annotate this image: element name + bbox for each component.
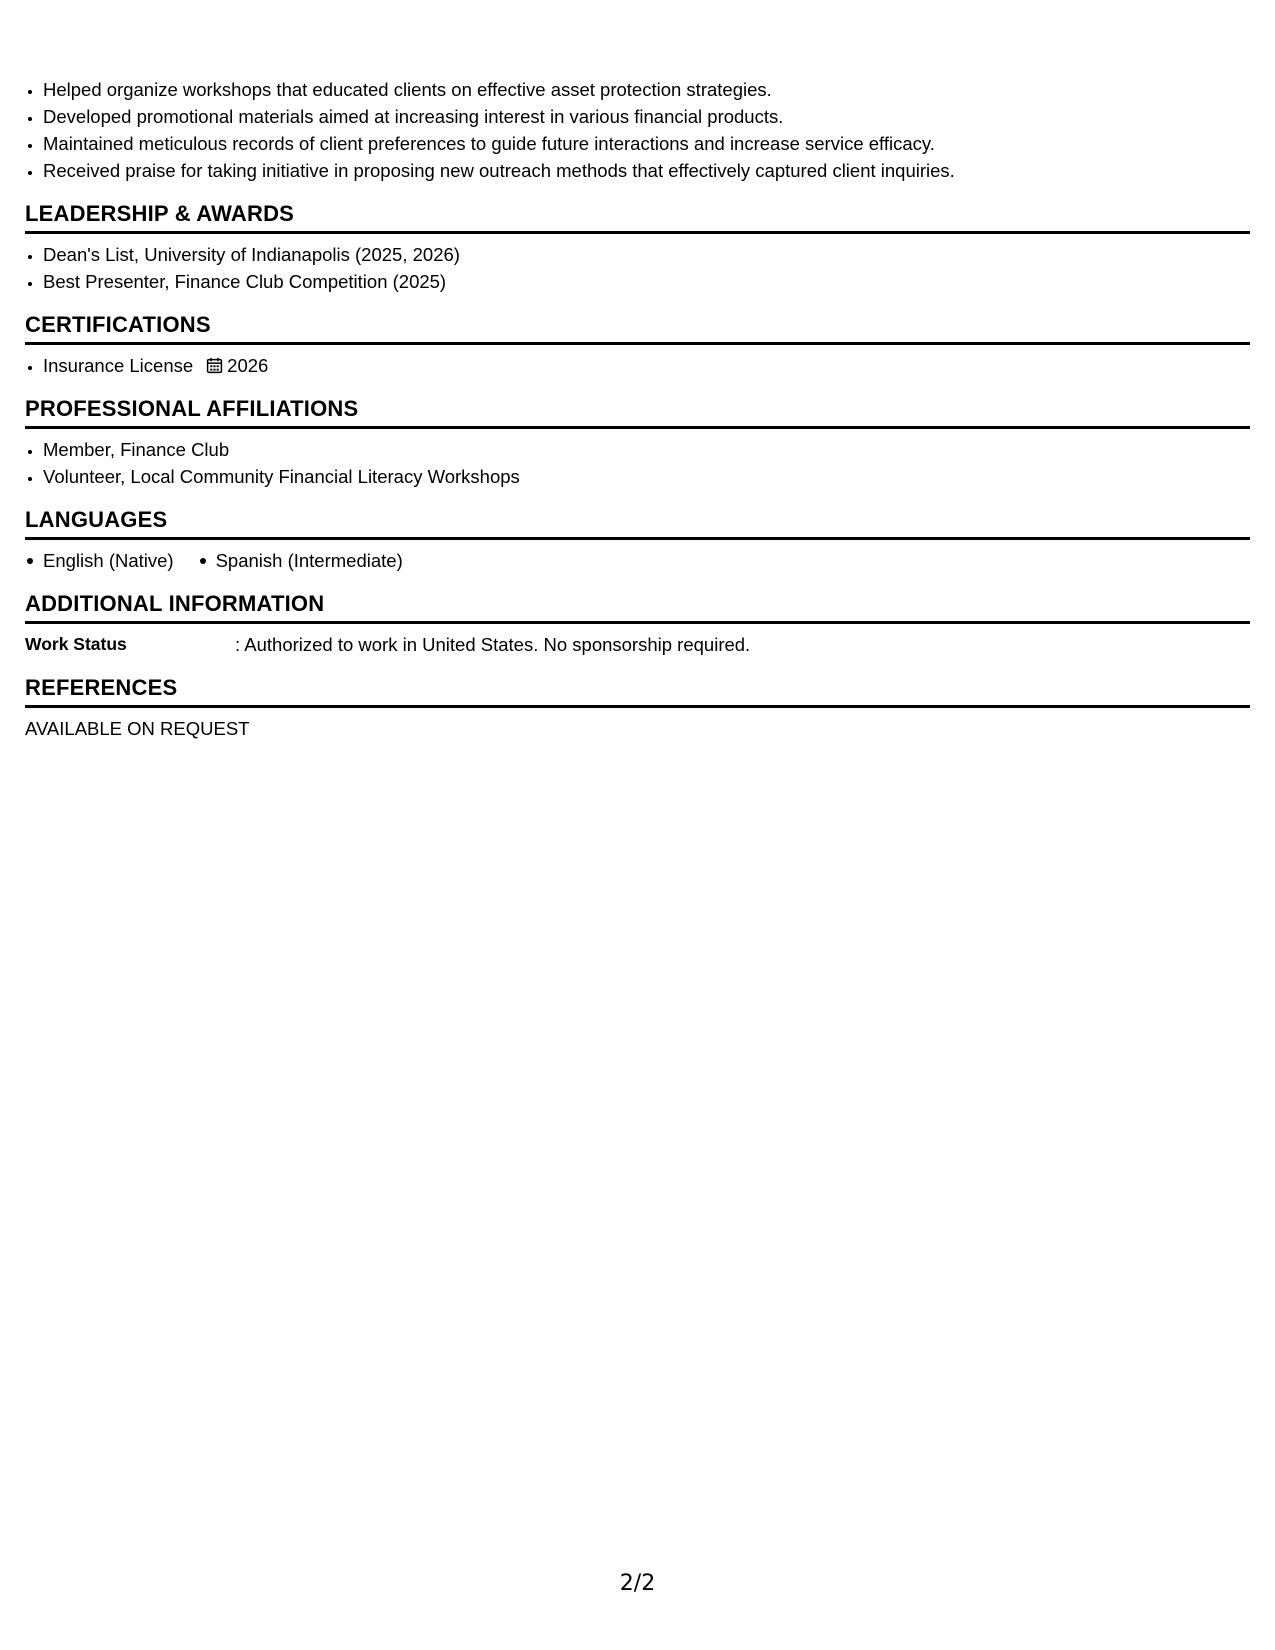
section-title-references: REFERENCES xyxy=(25,674,1250,708)
affiliation-item: • Member, Finance Club xyxy=(43,436,1250,463)
info-value: : Authorized to work in United States. No sponsorship required. xyxy=(235,634,751,655)
references-section xyxy=(25,674,1250,742)
certification-item xyxy=(43,352,1250,379)
affiliation-item: • Volunteer, Local Community Financial Literacy Workshops xyxy=(43,463,1250,490)
certification-name: Insurance License xyxy=(43,355,194,376)
section-title-certifications: CERTIFICATIONS xyxy=(25,311,1250,345)
additional-info-section xyxy=(25,590,1250,658)
certifications-list xyxy=(25,352,1250,379)
leadership-item: • Dean's List, University of Indianapolis (2025, 2026) xyxy=(43,241,1250,268)
leadership-item: • Best Presenter, Finance Club Competition (2025) xyxy=(43,268,1250,295)
section-title-leadership: LEADERSHIP & AWARDS xyxy=(25,200,1250,234)
info-key: Work Status xyxy=(25,634,127,654)
languages-section xyxy=(25,506,1250,574)
experience-bullet: • Received praise for taking initiative in proposing new outreach methods that effectively captured client inquiries. xyxy=(43,157,1250,184)
section-title-affiliations: PROFESSIONAL AFFILIATIONS xyxy=(25,395,1250,429)
languages-list xyxy=(25,547,1250,574)
resume-page xyxy=(25,76,1250,742)
certifications-section xyxy=(25,311,1250,379)
leadership-list xyxy=(25,241,1250,295)
references-text: AVAILABLE ON REQUEST xyxy=(25,718,250,739)
calendar-icon xyxy=(206,357,223,374)
section-title-languages: LANGUAGES xyxy=(25,506,1250,540)
section-title-additional-info: ADDITIONAL INFORMATION xyxy=(25,590,1250,624)
language-item: English (Native) xyxy=(25,547,174,574)
experience-bullet: • Developed promotional materials aimed at increasing interest in various financial products. xyxy=(43,103,1250,130)
info-row-work-status xyxy=(25,631,1250,658)
leadership-section xyxy=(25,200,1250,295)
language-item: Spanish (Intermediate) xyxy=(198,547,403,574)
experience-bullets xyxy=(25,76,1250,184)
experience-bullet: • Helped organize workshops that educated clients on effective asset protection strategies. xyxy=(43,76,1250,103)
affiliations-list xyxy=(25,436,1250,490)
page-number: 2/2 xyxy=(619,1571,656,1596)
affiliations-section xyxy=(25,395,1250,490)
experience-bullet: • Maintained meticulous records of client preferences to guide future interactions and increase service efficacy. xyxy=(43,130,1250,157)
certification-year: 2026 xyxy=(227,355,269,376)
